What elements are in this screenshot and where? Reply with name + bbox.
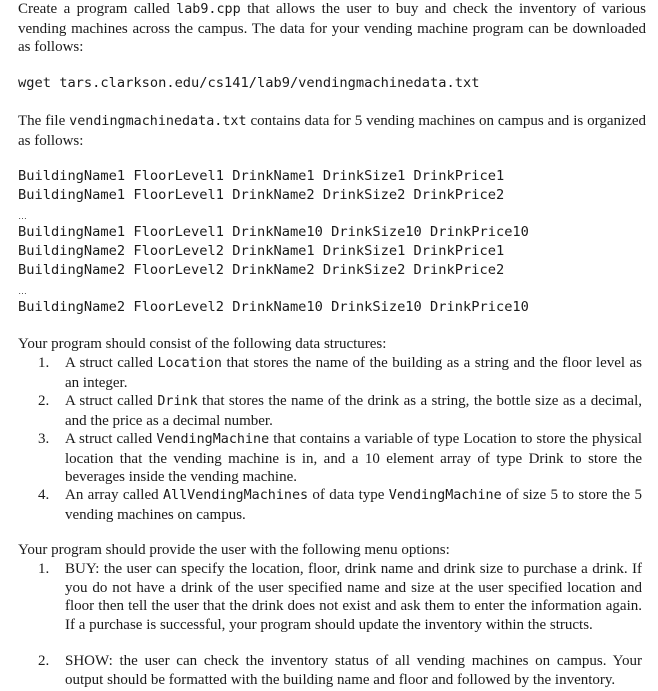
data-line: BuildingName2 FloorLevel2 DrinkName10 DrinkSize10 DrinkPrice10: [18, 299, 529, 315]
struct-name-code: Drink: [157, 394, 198, 409]
menu-item-buy: [38, 560, 642, 634]
data-line: BuildingName2 FloorLevel2 DrinkName2 DrinkSize2 DrinkPrice2: [18, 262, 505, 278]
item-text: An array called: [65, 487, 163, 503]
data-line: BuildingName1 FloorLevel1 DrinkName10 DrinkSize10 DrinkPrice10: [18, 224, 529, 240]
intro-text: Create a program called: [18, 1, 177, 17]
structure-item: [38, 486, 642, 524]
item-text: A struct called: [65, 431, 157, 447]
menu-item-text: BUY: the user can specify the location, floor, drink name and drink size to purchase a drink. If you do not have a drink of the user specified name and size at the user specified location and floor then tell the user that the drink does not exist and ask them to enter the information again. If a purchase is successful, your program should update the inventory within the structs.: [65, 561, 642, 633]
item-text: that stores the name of the building as a string and the floor level as an integer.: [65, 355, 642, 391]
structure-item: [38, 354, 642, 392]
menu-heading: Your program should provide the user with the following menu options:: [18, 542, 450, 558]
file-desc-text-cont: contains data for 5 vending machines on campus and is organized as follows:: [18, 113, 647, 149]
item-number: 1.: [38, 355, 50, 371]
datafile-code: vendingmachinedata.txt: [69, 114, 247, 129]
item-text: that stores the name of the drink as a string, the bottle size as a decimal, and the price as a decimal number.: [65, 393, 642, 429]
file-description: [18, 112, 646, 150]
struct-name-code: Location: [157, 356, 222, 371]
item-text: of size 5 to store the 5 vending machines on campus.: [65, 487, 642, 523]
filename-code: lab9.cpp: [176, 2, 241, 17]
item-number: 3.: [38, 431, 50, 447]
menu-item-show: [38, 652, 642, 689]
intro-text-cont: that allows the user to buy and check the inventory of various vending machines across the campus. The data for your vending machine program can be downloaded as follows:: [18, 1, 646, 56]
ellipsis: …: [18, 286, 28, 296]
file-desc-text: The file: [18, 113, 70, 129]
item-text: that contains a variable of type Location to store the physical location that the vending machine is in, and a 10 element array of type Drink to store the beverages inside the vending machine.: [65, 431, 643, 486]
item-number: 2.: [38, 393, 50, 409]
intro-paragraph: [18, 0, 646, 57]
type-name-code: VendingMachine: [388, 488, 502, 503]
ellipsis: …: [18, 211, 28, 221]
structure-item: [38, 430, 642, 487]
structures-heading: Your program should consist of the following data structures:: [18, 336, 387, 352]
item-text: A struct called: [65, 393, 158, 409]
data-line: BuildingName1 FloorLevel1 DrinkName2 DrinkSize2 DrinkPrice2: [18, 187, 505, 203]
item-number: 4.: [38, 487, 50, 503]
item-number: 2.: [38, 653, 50, 669]
data-line: BuildingName1 FloorLevel1 DrinkName1 DrinkSize1 DrinkPrice1: [18, 168, 505, 184]
item-text: A struct called: [65, 355, 158, 371]
structure-item: [38, 392, 642, 430]
wget-command: wget tars.clarkson.edu/cs141/lab9/vendingmachinedata.txt: [18, 75, 480, 91]
data-line: BuildingName2 FloorLevel2 DrinkName1 DrinkSize1 DrinkPrice1: [18, 243, 505, 259]
struct-name-code: VendingMachine: [156, 432, 270, 447]
menu-item-text: SHOW: the user can check the inventory status of all vending machines on campus. Your output should be formatted with the building name and floor and followed by the inventory.: [65, 653, 642, 688]
item-number: 1.: [38, 561, 50, 577]
array-name-code: AllVendingMachines: [162, 488, 309, 503]
item-text: of data type: [308, 487, 389, 503]
